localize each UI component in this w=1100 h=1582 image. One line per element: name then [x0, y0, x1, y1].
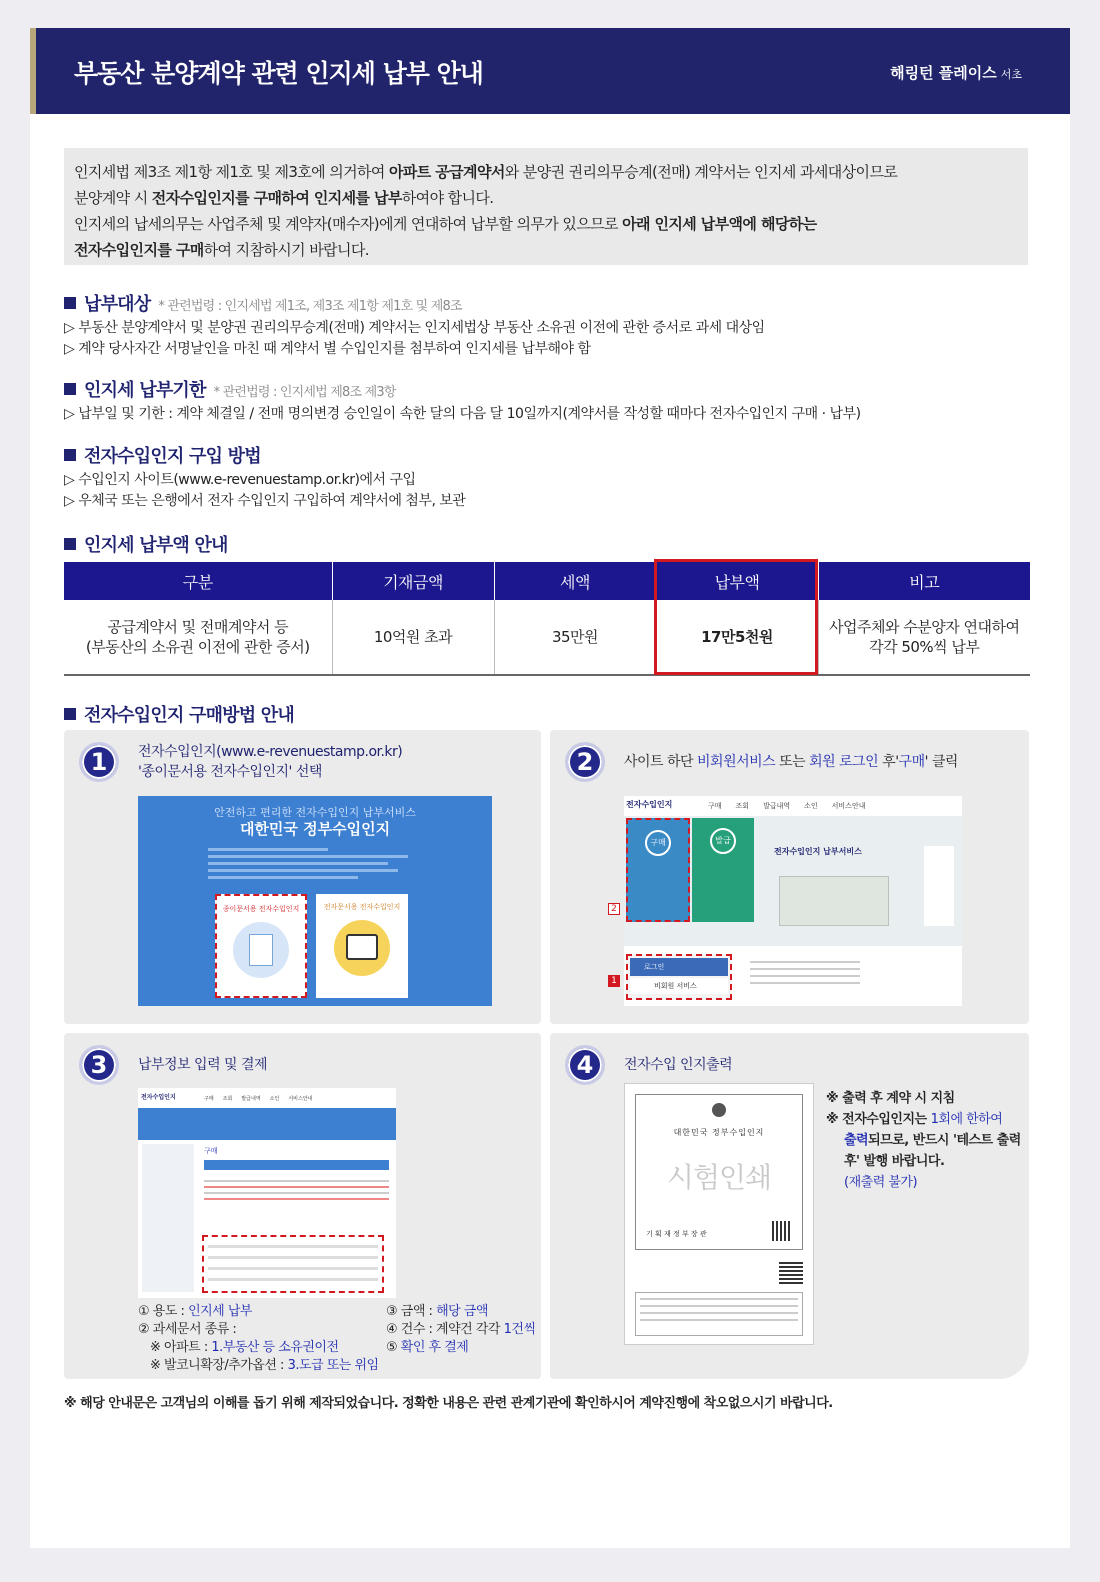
step-3-notes-left: ① 용도 : 인지세 납부 ② 과세문서 종류 : ※ 아파트 : 1.부동산 등 소유권이전 ※ 발코니확장/추가옵션 : 3.도급 또는 위임	[138, 1304, 379, 1373]
step-3-notes-right: ③ 금액 : 해당 금액 ④ 건수 : 계약건 각각 1건씩 ⑤ 확인 후 결제	[386, 1304, 536, 1355]
header-bar	[30, 28, 1070, 114]
section-line: ▷ 수입인지 사이트(www.e-revenuestamp.or.kr)에서 구입	[64, 472, 416, 488]
document-icon	[233, 922, 289, 978]
step-4-notes: ※ 출력 후 계약 시 지침 ※ 전자수입인지는 1회에 한하여 출력되므로, 반드시 '테스트 출력 후' 발행 바랍니다. (재출력 불가)	[826, 1091, 1021, 1190]
step-number-badge: 1	[79, 742, 119, 782]
step-4-title: 전자수입 인지출력	[624, 1057, 733, 1073]
section-title: 납부대상	[84, 294, 151, 315]
bullet-square-icon	[64, 383, 76, 395]
progress-steps	[204, 1160, 389, 1170]
table-header: 구분	[64, 562, 332, 600]
step-3-title: 납부정보 입력 및 결제	[138, 1057, 268, 1073]
qr-code-icon	[772, 1221, 792, 1241]
org-name: 해링턴 플레이스 서초	[890, 64, 1022, 82]
section-line: ▷ 우체국 또는 은행에서 전자 수입인지 구입하여 계약서에 첨부, 보관	[64, 493, 466, 509]
table-row	[64, 600, 1030, 675]
banner-text: 전자수입인지 납부서비스	[774, 847, 862, 856]
step-number-badge: 3	[79, 1045, 119, 1085]
shot-menu: 구매 조회 발급내역 소인 서비스안내	[204, 1096, 313, 1102]
step-2-panel	[550, 730, 1029, 1024]
table-header: 세액	[494, 562, 656, 600]
section-line: ▷ 납부일 및 기한 : 계약 체결일 / 전매 명의변경 승인일이 속한 달의 다음 달 10일까지(계약서를 작성할 때마다 전자수입인지 구매 · 납부)	[64, 406, 861, 422]
law-reference: * 관련법령 : 인지세법 제1조, 제3조 제1항 제1호 및 제8조	[158, 299, 462, 314]
shot-menu: 구매 조회 발급내역 소인 서비스안내	[708, 802, 866, 810]
marker-1: 1	[608, 975, 620, 987]
laptop-illustration	[779, 876, 889, 926]
marker-2: 2	[608, 903, 620, 915]
section-title: 전자수입인지 구입 방법	[84, 446, 261, 467]
shot-logo: 전자수입인지	[626, 800, 673, 809]
step-1-panel	[64, 730, 541, 1024]
shot-sidebar	[142, 1144, 194, 1292]
shot-banner	[138, 1108, 396, 1140]
step-2-text: 사이트 하단 비회원서비스 또는 회원 로그인 후'구매' 클릭	[624, 754, 958, 770]
table-header: 기재금액	[332, 562, 494, 600]
table-header: 비고	[818, 562, 1030, 600]
card-label: 전자문서용 전자수입인지	[323, 903, 401, 911]
stamp-certificate	[635, 1094, 803, 1250]
side-icons	[924, 846, 954, 926]
shot-title: 대한민국 정부수입인지	[239, 820, 391, 838]
step-4-screenshot	[624, 1083, 814, 1345]
table-cell-type: 공급계약서 및 전매계약서 등 (부동산의 소유권 이전에 관한 증서)	[64, 600, 332, 675]
law-reference: * 관련법령 : 인지세법 제8조 제3항	[213, 385, 396, 400]
step-4-panel	[550, 1033, 1029, 1379]
section-title: 인지세 납부기한	[84, 380, 206, 401]
payment-form[interactable]	[202, 1235, 384, 1293]
header-accent	[30, 28, 36, 114]
qr-code-icon	[779, 1260, 803, 1284]
table-header: 납부액	[656, 562, 818, 600]
step-1-screenshot	[138, 796, 492, 1006]
notice-page	[30, 28, 1070, 1548]
card-label: 종이문서용 전자수입인지	[222, 905, 300, 913]
shot-logo: 전자수입인지	[141, 1094, 176, 1101]
section-guide	[64, 701, 1034, 727]
paper-stamp-card[interactable]	[215, 894, 307, 998]
bullet-square-icon	[64, 538, 76, 550]
guest-service-button[interactable]: 비회원 서비스	[630, 978, 728, 994]
login-area	[626, 954, 732, 1000]
shot-text-lines	[208, 844, 422, 884]
table-cell-pay: 17만5천원	[656, 600, 818, 675]
issue-tile[interactable]: 발급	[692, 818, 754, 922]
login-button[interactable]: 로그인	[630, 958, 728, 976]
test-print-watermark: 시험인쇄	[666, 1161, 772, 1194]
tablet-icon	[334, 920, 390, 976]
step-1-text: 전자수입인지(www.e-revenuestamp.or.kr) '종이문서용 전자수입인지' 선택	[138, 744, 403, 780]
section-deadline	[64, 376, 1034, 425]
section-title: 전자수입인지 구매방법 안내	[84, 705, 294, 726]
bullet-square-icon	[64, 297, 76, 309]
shot-tab: 구매	[204, 1147, 218, 1155]
intro-box: 인지세법 제3조 제1항 제1호 및 제3호에 의거하여 아파트 공급계약서와 분양권 권리의무승계(전매) 계약서는 인지세 과세대상이므로 분양계약 시 전자수입인지를 구매하여 인지세를 납부하여야 합니다. 인지세의 납세의무는 사업주체 및 계약자(매수자)에게 연대하여 납부할 의무가 있으므로 아래 인지세 납부액에 해당하는 전자수입인지를 구매하여 지참하시기 바랍니다.	[64, 148, 1028, 265]
table-cell-tax: 35만원	[494, 600, 656, 675]
electronic-stamp-card[interactable]	[316, 894, 408, 998]
shot-caption: 안전하고 편리한 전자수입인지 납부서비스	[214, 806, 416, 819]
section-target	[64, 290, 1034, 360]
fine-print	[635, 1292, 803, 1336]
bullet-square-icon	[64, 449, 76, 461]
certificate-title: 대한민국 정부수입인지	[673, 1128, 765, 1137]
shot-banner	[624, 816, 962, 946]
shot-notice-lines	[204, 1176, 389, 1204]
step-3-panel	[64, 1033, 541, 1379]
bullet-square-icon	[64, 708, 76, 720]
issuer-name: 기 획 재 정 부 장 관	[646, 1230, 707, 1238]
table-header-row	[64, 562, 1030, 600]
table-cell-note: 사업주체와 수분양자 연대하여 각각 50%씩 납부	[818, 600, 1030, 675]
table-cell-amount: 10억원 초과	[332, 600, 494, 675]
footnote: ※ 해당 안내문은 고객님의 이해를 돕기 위해 제작되었습니다. 정확한 내용은 관련 관계기관에 확인하시어 계약진행에 착오없으시기 바랍니다.	[64, 1396, 833, 1411]
page-title: 부동산 분양계약 관련 인지세 납부 안내	[74, 59, 483, 88]
step-3-screenshot	[138, 1088, 396, 1298]
section-line: ▷ 계약 당사자간 서명날인을 마친 때 계약서 별 수입인지를 첨부하여 인지세를 납부해야 함	[64, 341, 591, 357]
emblem-icon	[712, 1103, 726, 1117]
section-line: ▷ 부동산 분양계약서 및 분양권 권리의무승계(전매) 계약서는 인지세법상 부동산 소유권 이전에 관한 증서로 과세 대상임	[64, 320, 765, 336]
section-amount	[64, 531, 1034, 557]
section-title: 인지세 납부액 안내	[84, 535, 228, 556]
step-2-screenshot	[624, 796, 962, 1006]
tax-table	[64, 562, 1030, 676]
step-number-badge: 4	[565, 1045, 605, 1085]
section-purchase	[64, 442, 1034, 512]
buy-tile[interactable]: 구매	[626, 818, 690, 922]
notice-lines	[750, 956, 860, 989]
step-number-badge: 2	[565, 742, 605, 782]
